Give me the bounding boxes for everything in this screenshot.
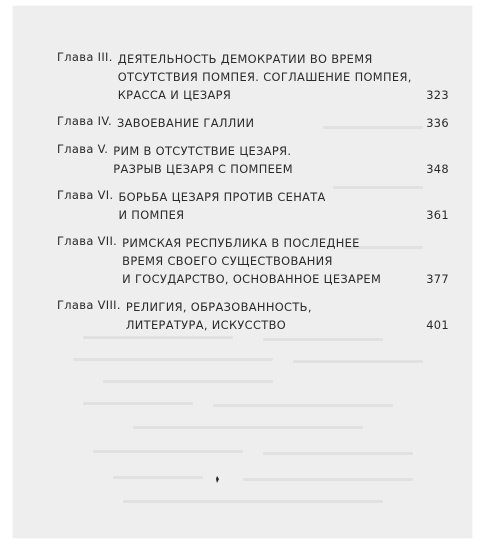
toc-entry-chapter-7 [57, 234, 449, 288]
chapter-title-line: ДЕЯТЕЛЬНОСТЬ ДЕМОКРАТИИ ВО ВРЕМЯ [117, 52, 373, 66]
chapter-label: Глава VIII. [57, 298, 121, 312]
dot-leader [385, 278, 422, 280]
dot-leader [297, 168, 422, 170]
page-number: 361 [426, 208, 449, 222]
toc-entry-chapter-4 [57, 114, 449, 132]
chapter-title-line: ЗАВОЕВАНИЕ ГАЛЛИИ [116, 116, 255, 130]
chapter-title-line: БОРЬБА ЦЕЗАРЯ ПРОТИВ СЕНАТА [118, 190, 326, 204]
chapter-title-line: ВРЕМЯ СВОЕГО СУЩЕСТВОВАНИЯ [122, 254, 333, 268]
chapter-title-line: ОТСУТСТВИЯ ПОМПЕЯ. СОГЛАШЕНИЕ ПОМПЕЯ, [117, 70, 412, 84]
dot-leader [290, 324, 422, 326]
chapter-label: Глава VI. [57, 188, 114, 202]
dot-leader [188, 214, 422, 216]
book-page [13, 6, 472, 538]
toc-entry-chapter-3 [57, 50, 449, 104]
toc-entry-chapter-5 [57, 142, 449, 178]
page-number: 401 [426, 318, 449, 332]
toc-entry-chapter-8 [57, 298, 449, 334]
chapter-title-line: И ПОМПЕЯ [118, 208, 185, 222]
print-speck [215, 476, 220, 483]
page-number: 336 [426, 116, 449, 130]
chapter-label: Глава VII. [57, 234, 118, 248]
chapter-title-line: РАЗРЫВ ЦЕЗАРЯ С ПОМПЕЕМ [113, 162, 293, 176]
chapter-title-line: И ГОСУДАРСТВО, ОСНОВАННОЕ ЦЕЗАРЕМ [122, 272, 382, 286]
dot-leader [235, 94, 422, 96]
page-number: 377 [426, 272, 449, 286]
dot-leader [258, 122, 422, 124]
chapter-label: Глава IV. [57, 114, 112, 128]
table-of-contents [57, 50, 449, 344]
toc-entry-chapter-6 [57, 188, 449, 224]
page-number: 348 [426, 162, 449, 176]
chapter-title-line: ЛИТЕРАТУРА, ИСКУССТВО [125, 318, 287, 332]
chapter-label: Глава III. [57, 50, 113, 64]
chapter-title-line: РИМСКАЯ РЕСПУБЛИКА В ПОСЛЕДНЕЕ [122, 236, 360, 250]
chapter-title-line: РЕЛИГИЯ, ОБРАЗОВАННОСТЬ, [125, 300, 312, 314]
page-number: 323 [426, 88, 449, 102]
chapter-title-line: РИМ В ОТСУТСТВИЕ ЦЕЗАРЯ. [113, 144, 292, 158]
chapter-label: Глава V. [57, 142, 109, 156]
chapter-title-line: КРАССА И ЦЕЗАРЯ [117, 88, 232, 102]
